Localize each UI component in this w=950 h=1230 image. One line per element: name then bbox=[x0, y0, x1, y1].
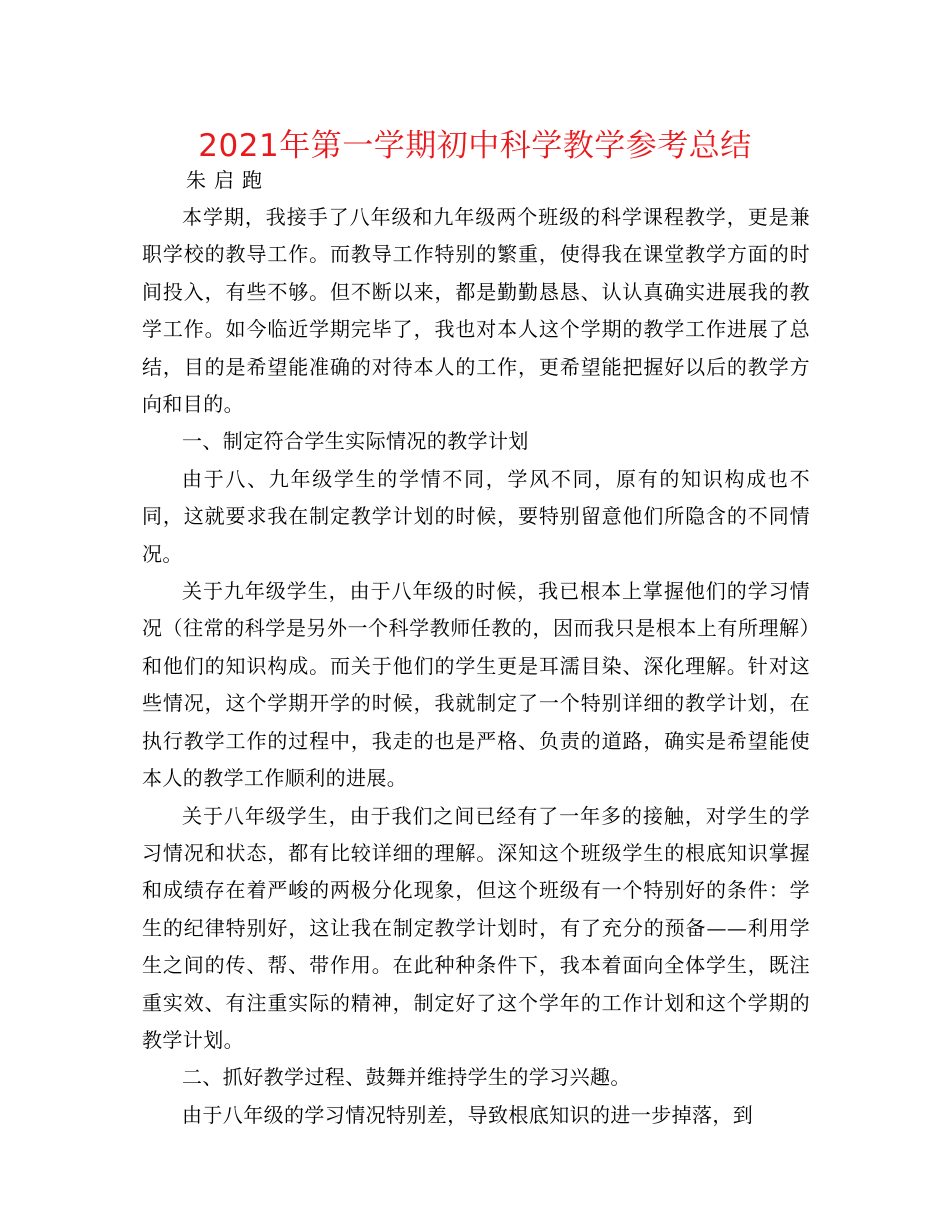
paragraph: 关于八年级学生，由于我们之间已经有了一年多的接触，对学生的学习情况和状态，都有比较详细的理解。深知这个班级学生的根底知识掌握和成绩存在着严峻的两极分化现象，但这个班级有一个特别好的条件：学生的纪律特别好，这让我在制定教学计划时，有了充分的预备——利用学生之间的传、帮、带作用。在此种种条件下，我本着面向全体学生，既注重实效、有注重实际的精神，制定好了这个学年的工作计划和这个学期的教学计划。 bbox=[142, 803, 810, 1052]
paragraph: 关于九年级学生，由于八年级的时候，我已根本上掌握他们的学习情况（往常的科学是另外一个科学教师任教的，因而我只是根本上有所理解）和他们的知识构成。而关于他们的学生更是耳濡目染、深化理解。针对这些情况，这个学期开学的时候，我就制定了一个特别详细的教学计划，在执行教学工作的过程中，我走的也是严格、负责的道路，确实是希望能使本人的教学工作顺利的进展。 bbox=[142, 579, 810, 791]
section-heading-1: 一、制定符合学生实际情况的教学计划 bbox=[182, 429, 529, 454]
document-title: 2021年第一学期初中科学教学参考总结 bbox=[198, 128, 752, 164]
paragraph-intro: 本学期，我接手了八年级和九年级两个班级的科学课程教学，更是兼职学校的教导工作。而教导工作特别的繁重，使得我在课堂教学方面的时间投入，有些不够。但不断以来，都是勤勤恳恳、认认真确实进展我的教学工作。如今临近学期完毕了，我也对本人这个学期的教学工作进展了总结，目的是希望能准确的对待本人的工作，更希望能把握好以后的教学方向和目的。 bbox=[142, 205, 810, 417]
document-body bbox=[142, 199, 810, 1134]
author-name: 朱启跑 bbox=[186, 168, 270, 192]
section-heading-2: 二、抓好教学过程、鼓舞并维持学生的学习兴趣。 bbox=[182, 1065, 631, 1090]
paragraph: 由于八、九年级学生的学情不同，学风不同，原有的知识构成也不同，这就要求我在制定教学计划的时候，要特别留意他们所隐含的不同情况。 bbox=[142, 466, 810, 566]
paragraph: 由于八年级的学习情况特别差，导致根底知识的进一步掉落，到 bbox=[182, 1102, 754, 1127]
